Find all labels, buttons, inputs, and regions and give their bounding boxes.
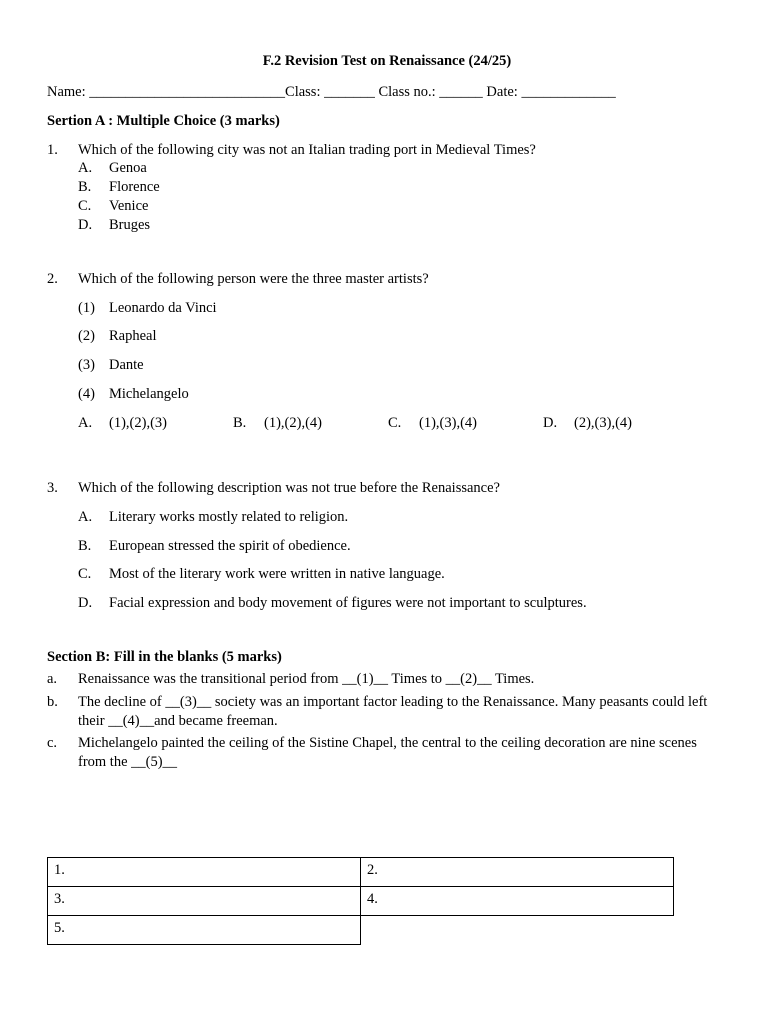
question-2 xyxy=(47,270,727,289)
option-label: D. xyxy=(78,216,93,233)
question-3 xyxy=(47,479,727,498)
option-b xyxy=(78,537,727,556)
fill-label: c. xyxy=(47,735,58,752)
option-a xyxy=(78,159,727,178)
option-d xyxy=(543,414,698,433)
statement-label: (3) xyxy=(78,357,95,374)
question-1 xyxy=(47,141,727,160)
statement-1 xyxy=(78,299,727,318)
answer-cell-3[interactable]: 3. xyxy=(48,887,361,916)
option-b xyxy=(233,414,388,433)
option-c xyxy=(388,414,543,433)
statement-label: (4) xyxy=(78,386,95,403)
answer-cell-2[interactable]: 2. xyxy=(361,858,674,887)
answer-cell-1[interactable]: 1. xyxy=(48,858,361,887)
statement-4 xyxy=(78,385,727,404)
option-text: Literary works mostly related to religion. xyxy=(109,508,349,525)
option-b xyxy=(78,178,727,197)
option-text: Venice xyxy=(109,198,149,215)
question-number: 3. xyxy=(47,479,58,496)
option-label: C. xyxy=(388,414,402,431)
option-text: (2),(3),(4) xyxy=(574,414,632,431)
section-a-heading: Sertion A : Multiple Choice (3 marks) xyxy=(47,112,280,129)
answer-options-row xyxy=(78,414,727,433)
student-info-line: Name: ___________________________Class: _______ Class no.: ______ Date: _____________ xyxy=(47,83,616,100)
option-a xyxy=(78,414,233,433)
option-label: B. xyxy=(233,414,247,431)
option-text: (1),(2),(3) xyxy=(109,414,167,431)
statement-text: Michelangelo xyxy=(109,386,189,403)
question-number: 1. xyxy=(47,141,58,158)
statement-3 xyxy=(78,356,727,375)
statement-label: (2) xyxy=(78,328,95,345)
option-text: Genoa xyxy=(109,160,147,177)
option-text: (1),(3),(4) xyxy=(419,414,477,431)
question-text: Which of the following description was not true before the Renaissance? xyxy=(78,479,500,496)
fill-text: Michelangelo painted the ceiling of the Sistine Chapel, the central to the ceiling decoration are nine scenes from the __(5)__ xyxy=(78,735,697,771)
empty-cell xyxy=(361,916,674,945)
question-number: 2. xyxy=(47,270,58,287)
fill-item-a xyxy=(47,670,727,689)
answer-cell-5[interactable]: 5. xyxy=(48,916,361,945)
option-text: (1),(2),(4) xyxy=(264,414,322,431)
statement-label: (1) xyxy=(78,299,95,316)
option-label: B. xyxy=(78,537,92,554)
table-row xyxy=(48,916,674,945)
option-label: A. xyxy=(78,414,93,431)
option-c xyxy=(78,565,727,584)
statement-text: Rapheal xyxy=(109,328,157,345)
option-label: B. xyxy=(78,179,92,196)
fill-text: The decline of __(3)__ society was an important factor leading to the Renaissance. Many peasants could left their __(4)__and became freeman. xyxy=(78,693,708,729)
option-label: A. xyxy=(78,160,93,177)
option-label: C. xyxy=(78,198,92,215)
page-title: F.2 Revision Test on Renaissance (24/25) xyxy=(262,53,512,69)
statement-text: Leonardo da Vinci xyxy=(109,299,217,316)
table-row xyxy=(48,858,674,887)
option-d xyxy=(78,216,727,235)
option-text: Florence xyxy=(109,179,160,196)
option-label: D. xyxy=(543,414,558,431)
section-b-heading: Section B: Fill in the blanks (5 marks) xyxy=(47,649,282,666)
table-row xyxy=(48,887,674,916)
fill-item-b xyxy=(47,693,727,731)
option-label: A. xyxy=(78,508,93,525)
statement-text: Dante xyxy=(109,357,144,374)
answer-table xyxy=(47,857,674,945)
option-d xyxy=(78,594,727,613)
test-paper xyxy=(47,52,727,772)
option-text: Bruges xyxy=(109,216,151,233)
option-text: Most of the literary work were written in native language. xyxy=(109,566,445,583)
question-text: Which of the following person were the three master artists? xyxy=(78,270,429,287)
option-c xyxy=(78,197,727,216)
fill-label: a. xyxy=(47,670,58,687)
option-text: Facial expression and body movement of figures were not important to sculptures. xyxy=(109,595,587,612)
fill-label: b. xyxy=(47,693,58,710)
fill-text: Renaissance was the transitional period from __(1)__ Times to __(2)__ Times. xyxy=(78,670,535,687)
fill-item-c xyxy=(47,734,727,772)
statement-2 xyxy=(78,327,727,346)
option-a xyxy=(78,508,727,527)
option-label: C. xyxy=(78,566,92,583)
option-text: European stressed the spirit of obedience. xyxy=(109,537,351,554)
option-label: D. xyxy=(78,595,93,612)
question-text: Which of the following city was not an Italian trading port in Medieval Times? xyxy=(78,141,536,158)
answer-cell-4[interactable]: 4. xyxy=(361,887,674,916)
